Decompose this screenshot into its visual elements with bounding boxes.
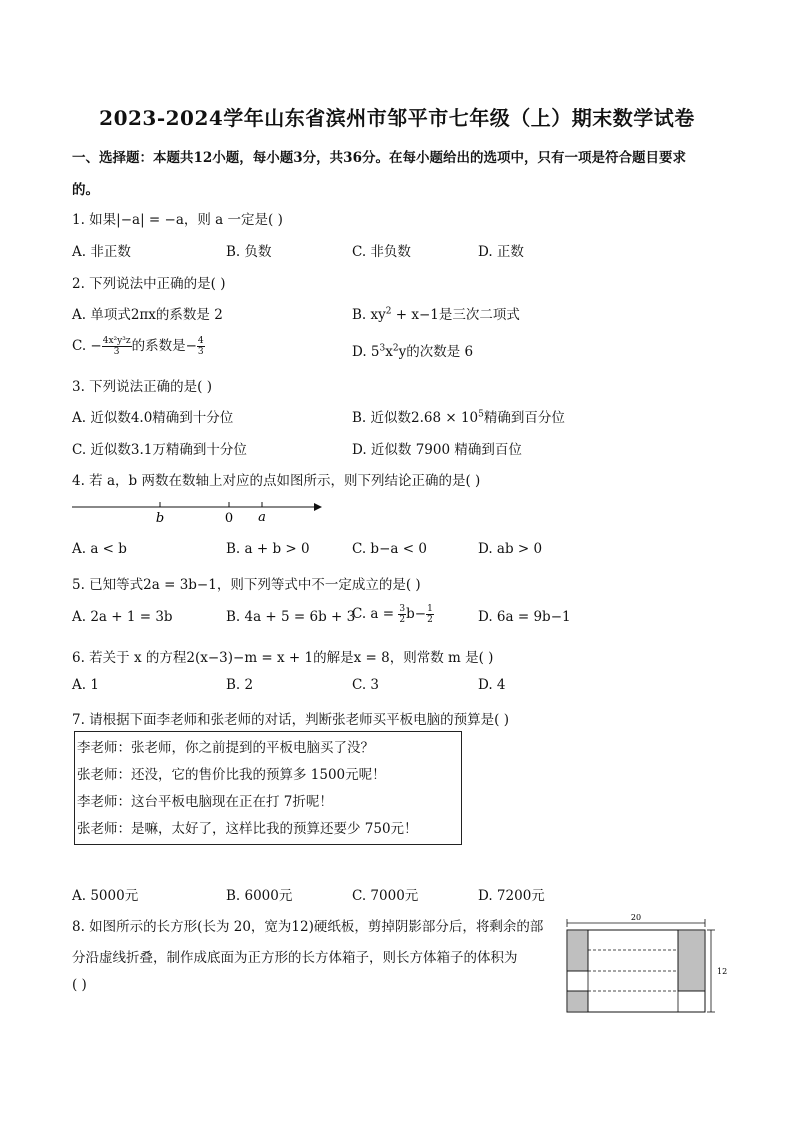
- dialogue-line-2: 张老师：还没，它的售价比我的预算多 1500元呢！: [77, 767, 386, 783]
- q5-option-c: C. a = $\frac{3}{2}$ b− $\frac{1}{2}$: [352, 604, 433, 625]
- q5-option-d: D. 6a = 9b−1: [478, 609, 571, 625]
- q2-option-a: A. 单项式2πx的系数是 2: [72, 307, 223, 323]
- q7-option-d: D. 7200元: [478, 888, 545, 904]
- dialogue-line-4: 张老师：是嘛，太好了，这样比我的预算还要少 750元！: [77, 821, 418, 837]
- height-label: 12: [717, 967, 728, 976]
- section-heading: 一、选择题：本题共12小题，每小题3分，共36分。在每小题给出的选项中，只有一项是符合题目要求: [72, 150, 686, 166]
- q6-option-b: B. 2: [226, 677, 254, 693]
- label-a: a: [258, 510, 266, 525]
- q4-option-c: C. b−a < 0: [352, 541, 427, 557]
- shade-top-right: [678, 930, 705, 991]
- q4-option-d: D. ab > 0: [478, 541, 543, 557]
- cardboard-figure: [560, 910, 730, 1016]
- q3-stem: 3. 下列说法正确的是( ): [72, 379, 212, 395]
- q4-option-b: B. a + b > 0: [226, 541, 310, 557]
- page-title: 2023-2024学年山东省滨州市邹平市七年级（上）期末数学试卷: [99, 106, 695, 130]
- q6-option-c: C. 3: [352, 677, 380, 693]
- label-zero: 0: [224, 511, 234, 526]
- shade-top-left: [567, 930, 588, 971]
- q2-option-c: C. − $\frac{\text{4x²y³z}}{3}$ 的系数是− $\frac{4}{3}$: [72, 336, 204, 357]
- q2-option-d: D. $5^3x^2y$的次数是 6: [352, 343, 474, 360]
- number-line-figure: [70, 497, 330, 529]
- shade-bottom-left: [567, 991, 588, 1012]
- q6-option-a: A. 1: [72, 677, 99, 693]
- q6-option-d: D. 4: [478, 677, 506, 693]
- q3-option-a: A. 近似数4.0精确到十分位: [72, 410, 234, 426]
- q2-option-b: B. $xy^2 + x-1$是三次二项式: [352, 306, 520, 323]
- width-label: 20: [630, 913, 642, 922]
- q3-option-b: B. 近似数$2.68 \times 10^5$精确到百分位: [352, 409, 565, 426]
- q1-option-b: B. 负数: [226, 244, 272, 260]
- q7-stem: 7. 请根据下面李老师和张老师的对话，判断张老师买平板电脑的预算是( ): [72, 712, 509, 728]
- q5-stem: 5. 已知等式2a = 3b−1，则下列等式中不一定成立的是( ): [72, 577, 421, 593]
- q6-stem: 6. 若关于 x 的方程2(x−3)−m = x + 1的解是x = 8，则常数 m 是( ): [72, 650, 494, 666]
- q1-option-a: A. 非正数: [72, 244, 131, 260]
- q4-stem: 4. 若 a，b 两数在数轴上对应的点如图所示，则下列结论正确的是( ): [72, 473, 481, 489]
- q8-stem-line-2: 分沿虚线折叠，制作成底面为正方形的长方体箱子，则长方体箱子的体积为: [72, 950, 518, 966]
- q2-stem: 2. 下列说法中正确的是( ): [72, 276, 226, 292]
- q1-option-c: C. 非负数: [352, 244, 411, 260]
- q3-option-c: C. 近似数3.1万精确到十分位: [72, 442, 247, 458]
- dialogue-line-1: 李老师：张老师，你之前提到的平板电脑买了没？: [77, 740, 374, 756]
- q1-option-d: D. 正数: [478, 244, 524, 260]
- q8-stem-line-1: 8. 如图所示的长方形(长为 20，宽为12)硬纸板，剪掉阴影部分后，将剩余的部: [72, 919, 544, 935]
- dialogue-line-3: 李老师：这台平板电脑现在正在打 7折呢！: [77, 794, 333, 810]
- q8-stem-line-3: ( ): [72, 977, 87, 993]
- q3-option-d: D. 近似数 7900 精确到百位: [352, 442, 522, 458]
- q1-stem: 1. 如果|−a| = −a，则 a 一定是( ): [72, 212, 283, 228]
- label-b: b: [155, 511, 165, 526]
- q7-option-b: B. 6000元: [226, 888, 293, 904]
- q4-option-a: A. a < b: [72, 541, 127, 557]
- q5-option-a: A. 2a + 1 = 3b: [72, 609, 173, 625]
- q5-option-b: B. 4a + 5 = 6b + 3: [226, 609, 356, 625]
- section-heading-cont: 的。: [72, 182, 99, 198]
- number-line-arrow-icon: [314, 503, 322, 511]
- dialogue-box: [74, 731, 462, 845]
- q7-option-a: A. 5000元: [72, 888, 139, 904]
- q7-option-c: C. 7000元: [352, 888, 419, 904]
